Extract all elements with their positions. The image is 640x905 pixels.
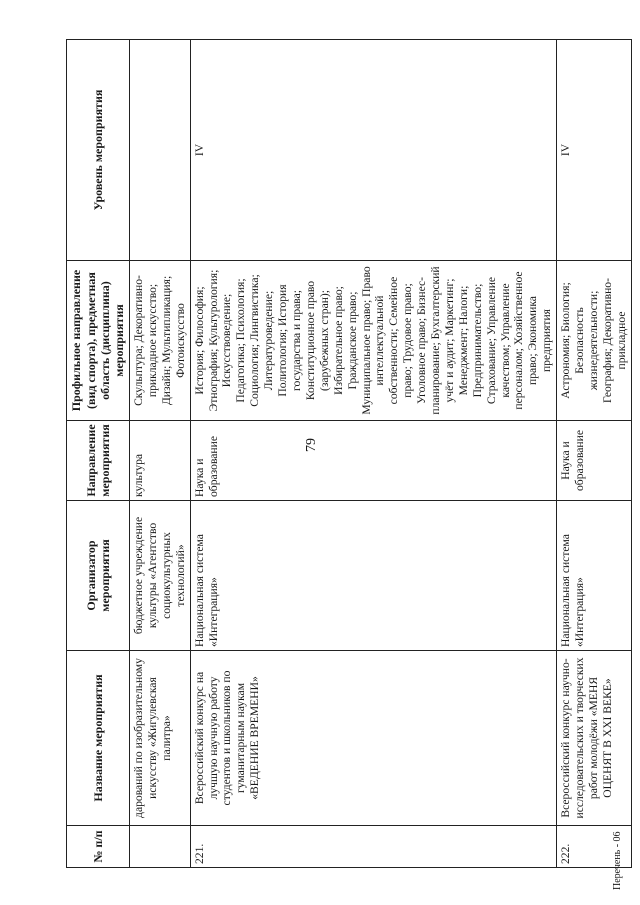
row-profile: Астрономия; Биология; Безопасность жизнедеятельности; География; Декоративно-прикладное [557, 261, 632, 421]
row-level [130, 40, 191, 261]
header-direction: Направление мероприятия [67, 421, 130, 501]
table-row [130, 40, 191, 868]
header-profile: Профильное направление (вид спорта), предметная область (дисциплина) мероприятия [67, 261, 130, 421]
row-organizer: бюджетное учреждение культуры «Агентство социокультурных технологий» [130, 501, 191, 651]
row-name: Всероссийский конкурс на лучшую научную работу студентов и школьников по гуманитарным наукам «ВЕДЕНИЕ ВРЕМЕНИ» [190, 651, 557, 826]
header-num: № п/п [67, 826, 130, 868]
header-name: Название мероприятия [67, 651, 130, 826]
row-direction: культура [130, 421, 191, 501]
row-name: Всероссийский конкурс научно-исследовательских и творческих работ молодёжи «МЕНЯ ОЦЕНЯТ В XXI ВЕКЕ» [557, 651, 632, 826]
table-row [557, 40, 632, 868]
row-organizer: Национальная система «Интеграция» [557, 501, 632, 651]
row-profile: История; Философия; Этнография; Культурология; Искусствоведение; Педагогика; Психология; Социология; Лингвистика; Литературоведение; Политология; История государства и права; Конституционное право (зарубежных стран); Избирательное право; Гражданское право; Муниципальное право; Право интеллектуальной собственности; Семейное право; Трудовое право; Уголовное право; Бизнес-планирование; Бухгалтерский учёт и аудит; Маркетинг; Менеджмент; Налоги; Предпринимательство; Страхование; Управление качеством; Управление персоналом; Хозяйственное право; Экономика предприятия [190, 261, 557, 421]
row-num [130, 826, 191, 868]
page-number: 79 [304, 438, 319, 452]
row-direction: Наука и образование [557, 421, 632, 501]
row-name: дарований по изобразительному искусству «Жигулевская палитра» [130, 651, 191, 826]
table-header-row [67, 40, 130, 868]
events-table [66, 39, 632, 868]
row-level: IV [557, 40, 632, 261]
footer-note: Перечень - 06 [612, 831, 623, 890]
header-organizer: Организатор мероприятия [67, 501, 130, 651]
table-row [190, 40, 557, 868]
row-num: 222. [557, 826, 632, 868]
header-level: Уровень мероприятия [67, 40, 130, 261]
row-direction: Наука и образование [190, 421, 557, 501]
row-num: 221. [190, 826, 557, 868]
row-organizer: Национальная система «Интеграция» [190, 501, 557, 651]
row-profile: Скульптура; Декоративно-прикладное искусство; Дизайн; Мультипликация; Фотоискусство [130, 261, 191, 421]
row-level: IV [190, 40, 557, 261]
